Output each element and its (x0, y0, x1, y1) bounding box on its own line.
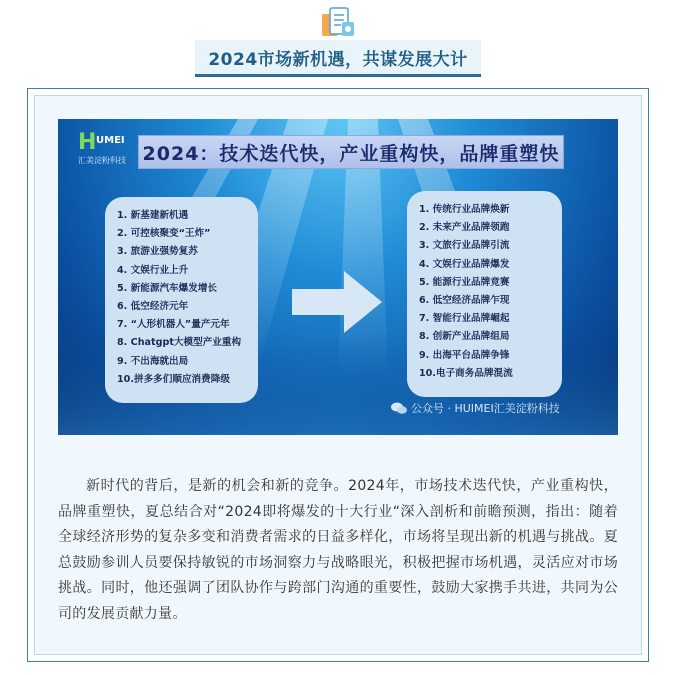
body-paragraph: 新时代的背后，是新的机会和新的竞争。2024年，市场技术迭代快，产业重构快，品牌重塑快，夏总结合对“2024即将爆发的十大行业“深入剖析和前瞻预测，指出：随着全球经济形势的复杂多变和消费者需求的日益多样化，市场将呈现出新的机遇与挑战。夏总鼓励参训人员要保持敏锐的市场洞察力与战略眼光，积极把握市场机遇，灵活应对市场挑战。同时，他还强调了团队协作与跨部门沟通的重要性，鼓励大家携手共进，共同为公司的发展贡献力量。 (58, 478, 618, 622)
list-item: 2. 未来产业品牌领跑 (419, 222, 510, 234)
list-item: 1. 传统行业品牌焕新 (419, 204, 510, 215)
list-item: 6. 低空经济品牌乍现 (419, 295, 510, 307)
list-item: 8. Chatgpt大模型产业重构 (117, 337, 242, 349)
page-title: 2024市场新机遇，共谋发展大计 (208, 49, 468, 70)
wechat-icon (391, 402, 407, 414)
right-list (419, 201, 562, 383)
list-item: 3. 文旅行业品牌引流 (419, 240, 510, 252)
list-item: 6. 低空经济元年 (117, 301, 189, 313)
left-list (117, 207, 258, 389)
right-arrow-icon (292, 271, 382, 333)
list-item: 7. 智能行业品牌崛起 (419, 313, 510, 325)
list-item: 8. 创新产业品牌组局 (419, 331, 510, 343)
right-list-box (407, 191, 562, 397)
logo-name: UMEI (96, 135, 125, 146)
logo-mark: H (78, 130, 97, 155)
watermark-text: 公众号 · HUIMEI汇美淀粉科技 (411, 402, 560, 415)
list-item: 2. 可控核聚变“王炸” (117, 228, 211, 240)
list-item: 10.电子商务品牌混流 (419, 367, 513, 379)
company-logo (78, 131, 146, 167)
left-list-box (105, 197, 258, 403)
hero-banner-title: 2024：技术迭代快，产业重构快，品牌重塑快 (142, 142, 560, 165)
list-item: 4. 文娱行业上升 (117, 264, 189, 276)
watermark (391, 400, 560, 416)
list-item: 7. “人形机器人”量产元年 (117, 319, 230, 331)
list-item: 5. 能源行业品牌竞赛 (419, 276, 510, 288)
list-item: 4. 文娱行业品牌爆发 (419, 258, 510, 270)
list-item: 9. 出海平台品牌争锋 (419, 349, 510, 361)
list-item: 10.拼多多们顺应消费降级 (117, 373, 230, 385)
list-item: 3. 旅游业强势复苏 (117, 246, 198, 258)
hero-banner (138, 135, 564, 169)
page-title-bar (195, 40, 481, 77)
hero-image (58, 119, 618, 435)
list-item: 1. 新基建新机遇 (117, 210, 189, 221)
logo-subtitle: 汇美淀粉科技 (78, 156, 126, 165)
list-item: 5. 新能源汽车爆发增长 (117, 282, 218, 294)
list-item: 9. 不出海就出局 (117, 355, 189, 367)
document-clipboard-icon (318, 4, 358, 40)
